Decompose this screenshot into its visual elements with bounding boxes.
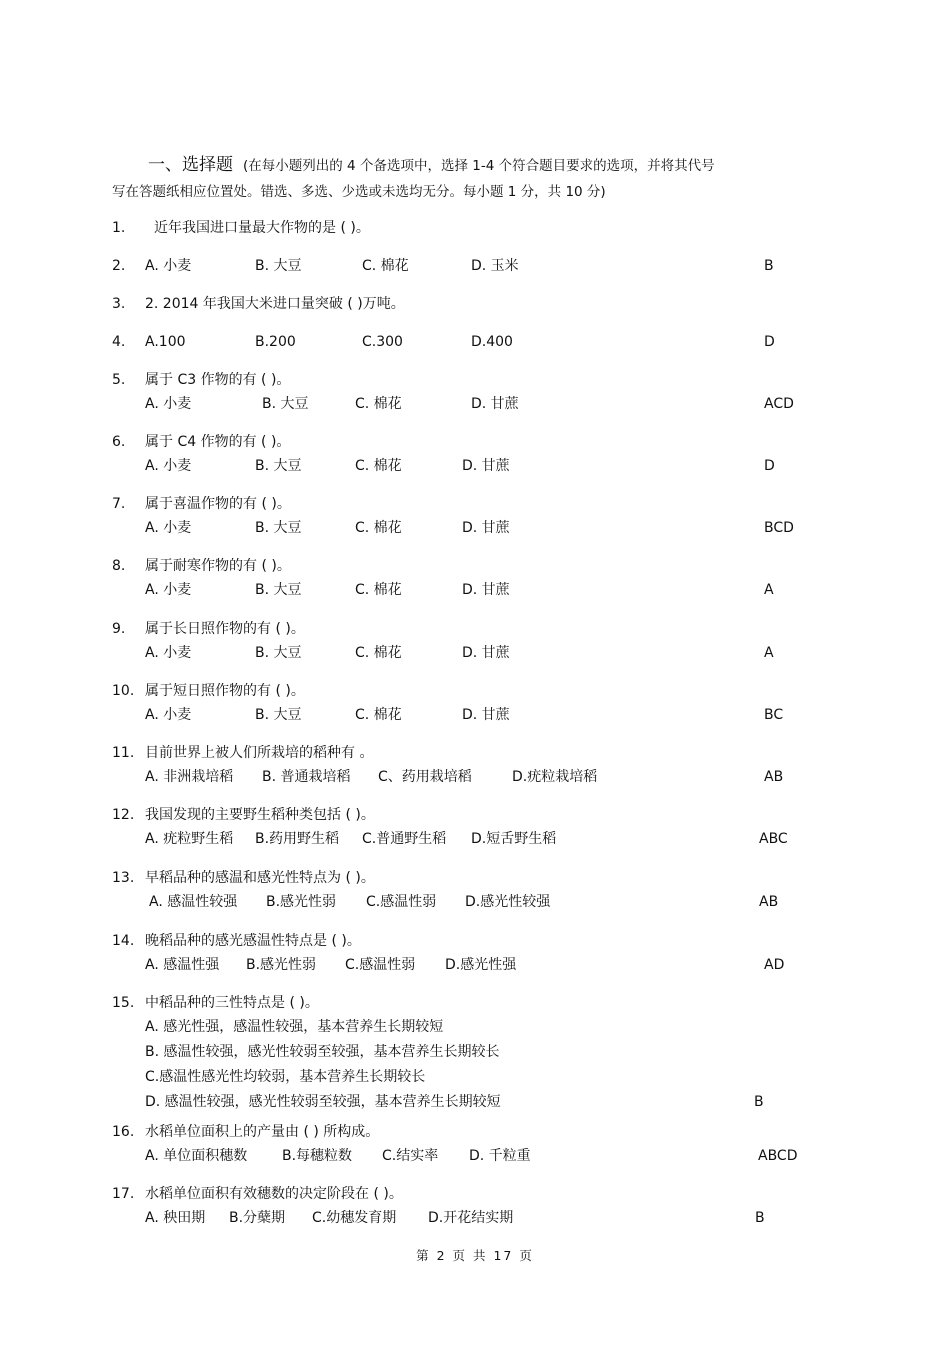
answer: ABC [759,831,788,847]
option-a: A. 小麦 [145,396,192,412]
option-d: D.疣粒栽培稻 [512,769,598,785]
question-text: 近年我国进口量最大作物的是 ( )。 [154,220,370,236]
option-b: B.分蘖期 [229,1210,286,1226]
option-b: B. 感温性较强，感光性较弱至较强，基本营养生长期较长 [145,1044,500,1060]
option-c: C.感温性弱 [366,894,437,910]
option-d: D.短舌野生稻 [471,831,557,847]
option-c: C.结实率 [382,1148,439,1164]
option-b: B. 大豆 [262,396,309,412]
option-d: D.开花结实期 [428,1210,514,1226]
answer: B [764,258,774,274]
option-c: C、药用栽培稻 [378,769,472,785]
option-a: A. 感温性较强 [149,894,238,910]
answer: ACD [764,396,794,412]
option-d: D. 甘蔗 [471,396,519,412]
instructions-line-1: (在每小题列出的 4 个备选项中，选择 1-4 个符合题目要求的选项，并将其代号 [243,158,715,174]
question-text: 属于长日照作物的有 ( )。 [145,621,305,637]
option-d: D.感光性强 [445,957,517,973]
question-10 [112,679,832,727]
answer: AB [764,769,784,785]
option-c: C.幼穗发育期 [312,1210,397,1226]
option-c: C. 棉花 [355,582,402,598]
option-a: A. 秧田期 [145,1210,206,1226]
question-number: 5. [112,372,126,388]
answer: D [764,334,775,350]
question-text: 水稻单位面积有效穗数的决定阶段在 ( )。 [145,1186,403,1202]
question-number: 3. [112,296,126,312]
question-3 [112,292,832,316]
option-d: D. 感温性较强，感光性较弱至较强，基本营养生长期较短 [145,1094,501,1110]
question-text: 属于短日照作物的有 ( )。 [145,683,305,699]
option-d: D. 甘蔗 [462,707,510,723]
option-c: C.普通野生稻 [362,831,447,847]
question-text: 晚稻品种的感光感温性特点是 ( )。 [145,933,361,949]
question-number: 11. [112,745,135,761]
question-number: 7. [112,496,126,512]
option-b: B.感光性弱 [246,957,317,973]
option-b: B.200 [255,334,296,350]
question-1 [112,216,832,240]
option-c: C. 棉花 [355,520,402,536]
option-c: C.感温性感光性均较弱，基本营养生长期较长 [145,1069,426,1085]
question-number: 4. [112,334,126,350]
answer: AD [764,957,785,973]
question-number: 6. [112,434,126,450]
option-a: A. 感温性强 [145,957,220,973]
option-d: D. 甘蔗 [462,520,510,536]
option-c: C. 棉花 [362,258,409,274]
question-number: 15. [112,995,135,1011]
option-a: A. 小麦 [145,458,192,474]
question-6 [112,430,832,478]
question-number: 10. [112,683,135,699]
option-c: C. 棉花 [355,396,402,412]
answer: B [754,1094,764,1110]
option-a: A. 小麦 [145,645,192,661]
answer: B [755,1210,765,1226]
answer: A [764,582,774,598]
answer: D [764,458,775,474]
option-a: A. 小麦 [145,520,192,536]
option-a: A.100 [145,334,186,350]
question-text: 我国发现的主要野生稻种类包括 ( )。 [145,807,375,823]
question-text: 目前世界上被人们所栽培的稻种有 。 [145,745,374,761]
option-a: A. 单位面积穗数 [145,1148,248,1164]
question-17 [112,1182,832,1230]
question-5 [112,368,832,416]
option-b: B. 大豆 [255,258,302,274]
page-footer: 第 2 页 共 17 页 [416,1248,534,1263]
answer: A [764,645,774,661]
question-text: 属于喜温作物的有 ( )。 [145,496,291,512]
option-d: D. 玉米 [471,258,519,274]
question-9 [112,617,832,665]
question-number: 8. [112,558,126,574]
question-number: 2. [112,258,126,274]
question-number: 14. [112,933,135,949]
answer: ABCD [758,1148,798,1164]
question-number: 1. [112,220,126,236]
question-number: 16. [112,1124,135,1140]
option-c: C.感温性弱 [345,957,416,973]
question-15 [112,991,832,1114]
option-d: D. 甘蔗 [462,458,510,474]
question-number: 17. [112,1186,135,1202]
question-14 [112,929,832,977]
option-b: B.每穗粒数 [282,1148,353,1164]
option-b: B. 大豆 [255,458,302,474]
header-line-1 [112,152,812,179]
question-7 [112,492,832,540]
question-text: 属于 C3 作物的有 ( )。 [145,372,291,388]
question-number: 13. [112,870,135,886]
question-12 [112,803,832,851]
question-text: 属于 C4 作物的有 ( )。 [145,434,291,450]
answer: BC [764,707,784,723]
question-2 [112,254,832,278]
option-a: A. 非洲栽培稻 [145,769,234,785]
option-b: B.药用野生稻 [255,831,340,847]
question-text: 中稻品种的三性特点是 ( )。 [145,995,319,1011]
question-number: 9. [112,621,126,637]
option-d: D.感光性较强 [465,894,551,910]
option-b: B. 大豆 [255,582,302,598]
option-a: A. 小麦 [145,258,192,274]
option-c: C.300 [362,334,403,350]
option-d: D.400 [471,334,513,350]
option-b: B. 大豆 [255,645,302,661]
option-b: B. 大豆 [255,707,302,723]
option-b: B. 普通栽培稻 [262,769,351,785]
question-11 [112,741,832,789]
question-text: 早稻品种的感温和感光性特点为 ( )。 [145,870,375,886]
question-number: 12. [112,807,135,823]
question-8 [112,554,832,602]
question-text: 2. 2014 年我国大米进口量突破 ( )万吨。 [145,296,405,312]
section-header [112,152,812,205]
section-title: 一、选择题 [148,155,233,175]
question-text: 属于耐寒作物的有 ( )。 [145,558,291,574]
answer: BCD [764,520,794,536]
option-a: A. 小麦 [145,582,192,598]
answer: AB [759,894,779,910]
instructions-line-2: 写在答题纸相应位置处。错选、多选、少选或未选均无分。每小题 1 分，共 10 分) [112,184,606,200]
option-c: C. 棉花 [355,458,402,474]
option-c: C. 棉花 [355,707,402,723]
question-text: 水稻单位面积上的产量由 ( ) 所构成。 [145,1124,380,1140]
option-b: B.感光性弱 [266,894,337,910]
option-d: D. 甘蔗 [462,645,510,661]
question-4 [112,330,832,354]
option-c: C. 棉花 [355,645,402,661]
option-d: D. 甘蔗 [462,582,510,598]
option-b: B. 大豆 [255,520,302,536]
question-16 [112,1120,832,1168]
option-d: D. 千粒重 [469,1148,531,1164]
option-a: A. 小麦 [145,707,192,723]
question-13 [112,866,832,914]
option-a: A. 疣粒野生稻 [145,831,234,847]
option-a: A. 感光性强，感温性较强，基本营养生长期较短 [145,1019,444,1035]
